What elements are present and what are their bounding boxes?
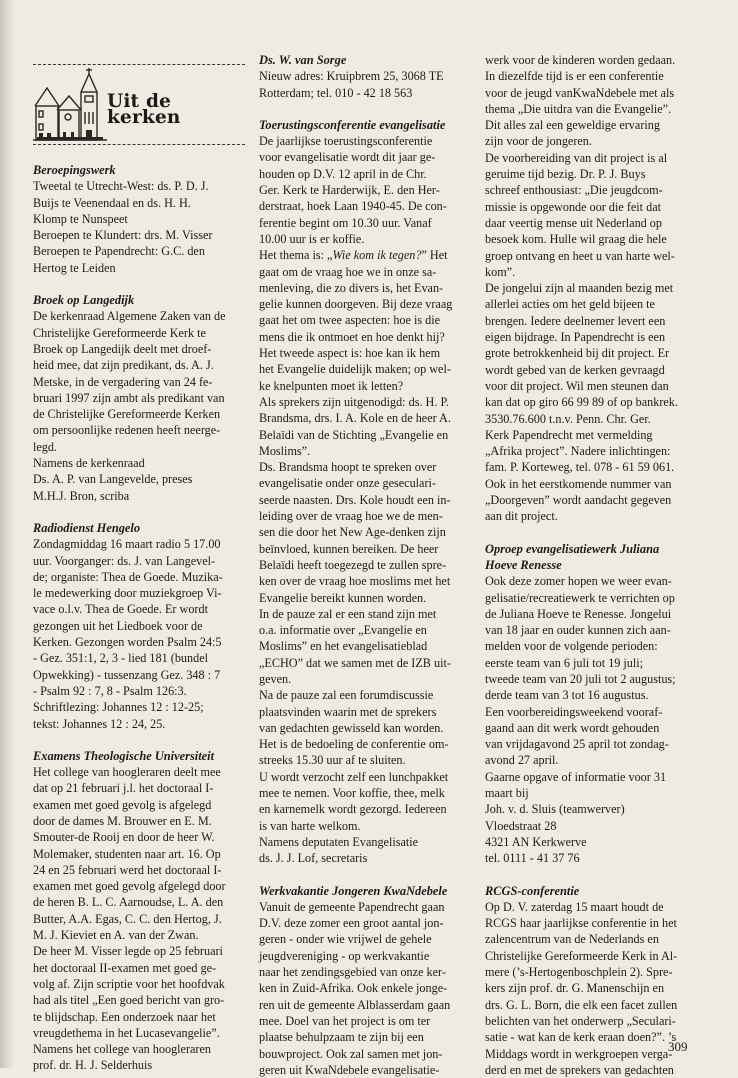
article-heading: Beroepingswerk (33, 163, 116, 177)
article-line: van vrijdagavond 25 april tot zondag- (485, 737, 669, 752)
article-line: Moslims” en het evangelisatieblad (259, 639, 428, 654)
article-line: missie is opgewonde oor die feit dat (485, 199, 662, 214)
article-line: Nieuw adres: Kruipbrem 25, 3068 TE (259, 69, 444, 84)
article-line: jeugdvereniging - op werkvakantie (259, 948, 430, 963)
article-line: D.V. deze zomer een groot aantal jon- (259, 916, 444, 931)
article-examens-theologische-universiteit (33, 748, 245, 1074)
article-line: Evangelie bereikt kunnen worden. (259, 590, 427, 605)
article-line: gelisatie/recreatiewerk te verrichten op (485, 590, 675, 605)
article-line: De heer M. Visser legde op 25 februari (33, 944, 223, 959)
article-line: Namens deputaten Evangelisatie (259, 834, 419, 849)
article-line: derde team van 3 tot 16 augustus. (485, 688, 649, 703)
article-line: Brandsma, drs. I. A. Kole en de heer A. (259, 411, 451, 426)
article-line: zijn voor de jongeren. (485, 134, 592, 149)
article-line: Smouter-de Rooij en door de heer W. (33, 830, 215, 845)
column-1 (33, 52, 245, 1074)
column-2 (259, 52, 473, 1078)
article-line: vace o.l.v. Thea de Goede. Er wordt (33, 602, 208, 617)
article-line: eigen bijdrage. In Papendrecht is een (485, 330, 666, 345)
article-line: kers zijn prof. dr. G. Manenschijn en (485, 981, 665, 996)
article-line: Ds. A. P. van Langevelde, preses (33, 472, 193, 487)
article-line: werk voor de kinderen worden gedaan. (485, 53, 676, 67)
article-line: Ook deze zomer hopen we weer evan- (485, 574, 672, 589)
article-line: de Juliana Hoeve te Renesse. Jongelui (485, 606, 672, 621)
article-line: heid mee, dat zijn predikant, ds. A. J. (33, 358, 214, 373)
article-line: - Psalm 92 : 7, 8 - Psalm 126:3. (33, 683, 187, 698)
article-line: Ger. Kerk te Harderwijk, E. den Her- (259, 183, 440, 198)
article-heading: Examens Theologische Universiteit (33, 748, 215, 763)
article-heading: Oproep evangelisatiewerk Juliana (485, 541, 660, 556)
section-title: Uit de kerken (107, 91, 181, 129)
article-line: Tweetal te Utrecht-West: ds. P. D. J. (33, 179, 209, 194)
article-line: 10.00 uur is er koffie. (259, 231, 365, 246)
article-line: houden op D.V. 12 april in de Chr. (259, 166, 427, 181)
article-line: o.a. informatie over „Evangelie en (259, 623, 427, 638)
article-line: satie - wat kan de kerk eraan doen?”. ’s (485, 1030, 677, 1045)
thema-suffix: ” Het (421, 248, 448, 263)
article-broek-op-langedijk (33, 292, 245, 504)
header-dashed-rule-bottom (33, 144, 245, 145)
article-line: Dit alles zal een geweldige ervaring (485, 118, 660, 133)
article-line: Rotterdam; tel. 010 - 42 18 563 (259, 85, 413, 100)
article-line: Beroepen te Papendrecht: G.C. den (33, 244, 205, 259)
article-line: schreef enthousiast: „Die jeugdcom- (485, 183, 663, 198)
article-line: ferentie begint om 10.30 uur. Vanaf (259, 215, 432, 230)
article-line: allerlei acties om het geld bijeen te (485, 297, 655, 312)
article-line: examen met goed gevolg is afgelegd (33, 797, 212, 812)
article-line: geren uit KwaNdebele evangelisatie- (259, 1062, 440, 1077)
article-line: tekst: Johannes 12 : 24, 25. (33, 716, 166, 731)
article-line: Belaïdi van de Stichting „Evangelie en (259, 427, 449, 442)
article-line: voor de jeugd vanKwaNdebele met als (485, 85, 675, 100)
article-line: ds. J. J. Lof, secretaris (259, 851, 368, 866)
article-line: Buijs te Veenendaal en ds. H. H. (33, 195, 191, 210)
article-line: In de pauze zal er een stand zijn met (259, 606, 437, 621)
article-line: de; organiste: Thea de Goede. Muzika- (33, 569, 223, 584)
article-line: gelie kunnen doorgeven. Bij deze vraag (259, 297, 453, 312)
article-line: ken over de vraag hoe moslims met het (259, 574, 451, 589)
article-line: mens die ik ontmoet en hoe denkt hij? (259, 329, 445, 344)
page-number: 309 (668, 1039, 688, 1054)
article-line: eerste team van 6 juli tot 19 juli; (485, 655, 644, 670)
article-line: Vloedstraat 28 (485, 818, 557, 833)
article-line: Metske, in de vergadering van 24 fe- (33, 374, 213, 389)
article-line: melden voor de volgende perioden: (485, 639, 658, 654)
article-line: mere (’s-Hertogenboschplein 2). Spre- (485, 965, 673, 980)
article-line: het Evangelie duidelijk maken; op wel- (259, 362, 451, 377)
article-line: gaat om de vraag hoe we in onze sa- (259, 264, 437, 279)
article-line: gaat het om twee aspecten: hoe is die (259, 313, 441, 328)
article-line: Moslims”. (259, 443, 311, 458)
article-line: menleving, die zo divers is, het Evan- (259, 280, 444, 295)
article-line: Het tweede aspect is: hoe kan ik hem (259, 346, 441, 361)
article-line: - Gez. 351:1, 2, 3 - lied 181 (bundel (33, 651, 208, 666)
article-line: is van harte welkom. (259, 818, 361, 833)
article-line: kom”. (485, 264, 516, 279)
article-line: Broek op Langedijk deelt met droef- (33, 341, 212, 356)
article-heading: Werkvakantie Jongeren KwaNdebele (259, 883, 448, 898)
article-heading: RCGS-conferentie (485, 883, 580, 898)
article-line: drs. G. L. Born, die elk een facet zullen (485, 997, 678, 1012)
article-line: le medewerking door muziekgroep Vi- (33, 586, 222, 601)
article-line: volg af. Zijn scriptie voor het hoofdvak (33, 976, 225, 991)
article-line: ken in Zuid-Afrika. Ook enkele jonge- (259, 981, 448, 996)
article-line: Ook in het eerstkomende nummer van (485, 476, 672, 491)
article-line: plaatsvinden waarin met de sprekers (259, 704, 437, 719)
article-line: dat op 21 februari j.l. het doctoraal I- (33, 781, 214, 796)
article-werkvakantie-kwandebele (259, 883, 473, 1078)
article-line: 24 en 25 februari werd het doctoraal I- (33, 862, 222, 877)
article-line: RCGS haar jaarlijkse conferentie in het (485, 916, 677, 931)
article-line: plaatse behulpzaam te zijn bij een (259, 1030, 424, 1045)
article-line: Het college van hoogleraren deelt mee (33, 765, 221, 780)
header-dashed-rule-top (33, 64, 245, 65)
article-line: Namens de kerkenraad (33, 456, 145, 471)
article-line: thema „Die uitdra van die Evangelie”. (485, 101, 672, 116)
article-line: Ds. Brandsma hoopt te spreken over (259, 460, 437, 475)
article-line: fam. P. Korteweg, tel. 078 - 61 59 061. (485, 460, 675, 475)
article-line: Zondagmiddag 16 maart radio 5 17.00 (33, 537, 221, 552)
article-line: had als titel „Een goed bericht van gro- (33, 993, 225, 1008)
article-line: Een voorbereidingsweekend vooraf- (485, 704, 663, 719)
article-line: om persoonlijke redenen heeft neerge- (33, 423, 221, 438)
church-illustration-icon (33, 66, 107, 144)
article-line: wordt gebed van de kerken gevraagd (485, 362, 665, 377)
article-heading: Hoeve Renesse (485, 557, 562, 572)
article-line: geren - onder wie vrijwel de gehele (259, 932, 432, 947)
article-line: van 18 jaar en ouder kunnen zich aan- (485, 623, 671, 638)
thema-line (259, 247, 473, 263)
article-line: groep ontvang en heet u van harte wel- (485, 248, 675, 263)
article-line: Joh. v. d. Sluis (teamwerver) (485, 802, 625, 817)
article-line: sen die door het New Age-denken zijn (259, 525, 446, 540)
article-line: prof. dr. H. J. Selderhuis (33, 1058, 153, 1073)
article-line: gezongen uit het Liedboek voor de (33, 618, 203, 633)
article-line: voor evangelisatie wordt dit jaar ge- (259, 150, 436, 165)
article-line: Beroepen te Klundert: drs. M. Visser (33, 228, 213, 243)
article-line: Molemaker, studenten naar art. 16. Op (33, 846, 221, 861)
article-line: „Doorgeven” wordt aandacht gegeven (485, 493, 672, 508)
article-line: streeks 15.30 uur af te sluiten. (259, 753, 406, 768)
article-line: brengen. Iedere deelnemer levert een (485, 313, 666, 328)
article-line: belichten van het onderwerp „Seculari- (485, 1013, 676, 1028)
article-line: geven. (259, 671, 292, 686)
article-line: M.H.J. Bron, scriba (33, 488, 130, 503)
article-line: door de dames M. Brouwer en E. M. (33, 813, 212, 828)
article-line: geruime tijd bezig. Dr. P. J. Buys (485, 167, 646, 182)
article-line: 3530.76.600 t.n.v. Penn. Chr. Ger. (485, 411, 651, 426)
article-line: evangelisatie onder onze geseculari- (259, 476, 436, 491)
article-line: seerde naasten. Drs. Kole houdt een in- (259, 492, 451, 507)
article-line: ren uit de gemeente Alblasserdam gaan (259, 997, 451, 1012)
article-line: tweede team van 20 juli tot 2 augustus; (485, 671, 676, 686)
article-line: naar het zendingsgebied van onze ker- (259, 965, 446, 980)
article-line: Vanuit de gemeente Papendrecht gaan (259, 899, 445, 914)
article-line: „Afrika project”. Nadere inlichtingen: (485, 444, 671, 459)
article-radiodienst-hengelo (33, 520, 245, 732)
article-line: legd. (33, 439, 58, 454)
article-line: tel. 0111 - 41 37 76 (485, 851, 580, 866)
article-heading: Broek op Langedijk (33, 293, 135, 308)
article-line: Butter, A.A. Egas, C. C. den Hertog, J. (33, 911, 222, 926)
thema-title: Wie kom ik tegen? (332, 248, 422, 263)
article-line: beïnvloed, kunnen bereiken. De heer (259, 541, 439, 556)
article-line: de heren B. L. C. Aarnoudse, L. A. den (33, 895, 224, 910)
article-line: het doctoraal II-examen met goed ge- (33, 960, 217, 975)
article-line: zalencentrum van de Nederlands en (485, 932, 659, 947)
column-3 (485, 52, 700, 1078)
article-line: Opwekking) - tussenzang Gez. 348 : 7 (33, 667, 221, 682)
page-binding-shadow (0, 0, 14, 1068)
article-line: leiding over de vraag hoe we de men- (259, 509, 443, 524)
article-toerustingsconferentie (259, 117, 473, 867)
article-line: bouwproject. Ook zal samen met jon- (259, 1046, 443, 1061)
article-line: Gaarne opgave of informatie voor 31 (485, 769, 667, 784)
article-line: Na de pauze zal een forumdiscussie (259, 688, 434, 703)
article-oproep-juliana-hoeve (485, 541, 700, 867)
article-line: De jongelui zijn al maanden bezig met (485, 281, 674, 296)
article-line: avond 27 april. (485, 753, 559, 768)
article-line: M. J. Kieviet en A. van der Zwan. (33, 928, 199, 943)
article-line: Op D. V. zaterdag 15 maart houdt de (485, 899, 664, 914)
article-line: Middags wordt in werkgroepen verga- (485, 1046, 673, 1061)
article-line: en karnemelk wordt gezorgd. Iedereen (259, 802, 447, 817)
article-line: van gedachten gewisseld kan worden. (259, 720, 444, 735)
article-line: voor dit project. Wil men steunen dan (485, 378, 669, 393)
article-line: examen met goed gevolg afgelegd door (33, 879, 226, 894)
article-line: mee. Doel van het project is om ter (259, 1013, 431, 1028)
article-line: „ECHO” dat we samen met de IZB uit- (259, 655, 451, 670)
article-line: Christelijke Gereformeerde Kerk te (33, 325, 206, 340)
article-line: Namens het college van hoogleraren (33, 1042, 211, 1057)
article-line: daar veertig mense uit Nederland op (485, 215, 662, 230)
article-line: ke knelpunten moet ik letten? (259, 378, 404, 393)
article-heading: Radiodienst Hengelo (33, 520, 141, 535)
article-line: derd en met de sprekers van gedachten (485, 1062, 674, 1077)
article-line: grote betrokkenheid bij dit project. Er (485, 346, 670, 361)
article-line: derstraat, hoek Laan 1940-45. De con- (259, 199, 447, 214)
article-line: te blijdschap. Een onderzoek naar het (33, 1009, 216, 1024)
section-header (33, 52, 245, 148)
article-line: uur. Voorganger: ds. J. van Langevel- (33, 553, 216, 568)
article-line: Kerk Papendrecht met vermelding (485, 427, 653, 442)
article-line: kan dat op giro 66 99 89 of op bankrek. (485, 395, 678, 410)
article-ds-van-sorge (259, 52, 473, 101)
article-line: Schriftlezing: Johannes 12 : 12-25; (33, 700, 204, 715)
article-line: gaand aan dit werk wordt gehouden (485, 720, 660, 735)
article-line: Hertog te Leiden (33, 260, 116, 275)
article-werkvakantie-continued (485, 52, 700, 525)
article-line: aan dit project. (485, 509, 558, 524)
article-line: mee te nemen. Voor koffie, thee, melk (259, 786, 445, 801)
article-line: In diezelfde tijd is er een conferentie (485, 69, 664, 84)
article-line: De voorbereiding van dit project is al (485, 150, 668, 165)
article-line: de Christelijke Gereformeerde Kerken (33, 407, 221, 422)
article-line: maart bij (485, 786, 529, 801)
article-line: Christelijke Gereformeerde Kerk in Al- (485, 948, 678, 963)
article-heading: Ds. W. van Sorge (259, 53, 347, 67)
article-line: bruari 1997 zijn ambt als predikant van (33, 390, 225, 405)
article-line: Klomp te Nunspeet (33, 211, 128, 226)
article-line: U wordt verzocht zelf een lunchpakket (259, 769, 449, 784)
article-line: Belaïdi heeft toegezegd te zullen spre- (259, 557, 447, 572)
article-line: Kerken. Gezongen worden Psalm 24:5 (33, 635, 222, 650)
article-line: De jaarlijkse toerustingsconferentie (259, 134, 433, 149)
article-line: vreugdethema in het Lucasevangelie”. (33, 1025, 220, 1040)
article-beroepingswerk (33, 162, 245, 276)
article-line: 4321 AN Kerkwerve (485, 834, 587, 849)
article-line: besoek kom. Hulle wil graag die hele (485, 232, 667, 247)
article-line: Het is de bedoeling de conferentie om- (259, 737, 449, 752)
article-heading: Toerustingsconferentie evangelisatie (259, 117, 446, 132)
article-line: De kerkenraad Algemene Zaken van de (33, 309, 226, 324)
article-line: Als sprekers zijn uitgenodigd: ds. H. P. (259, 394, 449, 409)
thema-prefix: Het thema is: „ (259, 248, 333, 263)
